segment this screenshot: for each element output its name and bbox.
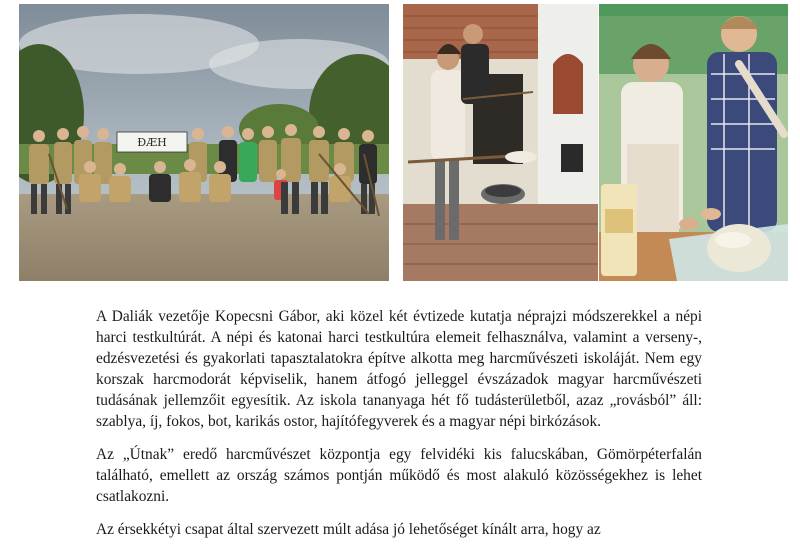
oven-photo	[403, 4, 598, 281]
paragraph-location: Az „Útnak” eredő harcművészet központja egy felvidéki kis falucskában, Gömörpéterfalán található, emellett az ország számos pontján működő és most alakuló közösségekhez is lehet csatlakozni.	[96, 446, 702, 505]
group-photo	[19, 4, 389, 281]
article-text	[96, 306, 702, 552]
dough-photo	[599, 4, 788, 281]
banner-text: ĐÆH	[137, 136, 167, 149]
paragraph-intro: A Daliák vezetője Kopecsni Gábor, aki közel két évtizede kutatja néprajzi módszerekkel a népi harci testkultúrát. A népi és katonai harci testkultúra elemeit felhasználva, valamint a verseny-, edzésvezetési és gyakorlati tapasztalatokra építve alkotta meg harcművészeti iskoláját. Nem egy korszak harcmodorát képviselik, hanem átfogó jelleggel évszázadok magyar harcművészeti tudásának jellemzőit egyesítik. Az iskola tananyaga hét fő tudásterületből, azaz „rovásból” áll: szablya, íj, fokos, bot, karikás ostor, hajítófegyverek és a magyar népi birkózások.	[96, 308, 702, 430]
paragraph-event: Az érsekkétyi csapat által szervezett múlt adása jó lehetőséget kínált arra, hogy az	[96, 521, 601, 538]
